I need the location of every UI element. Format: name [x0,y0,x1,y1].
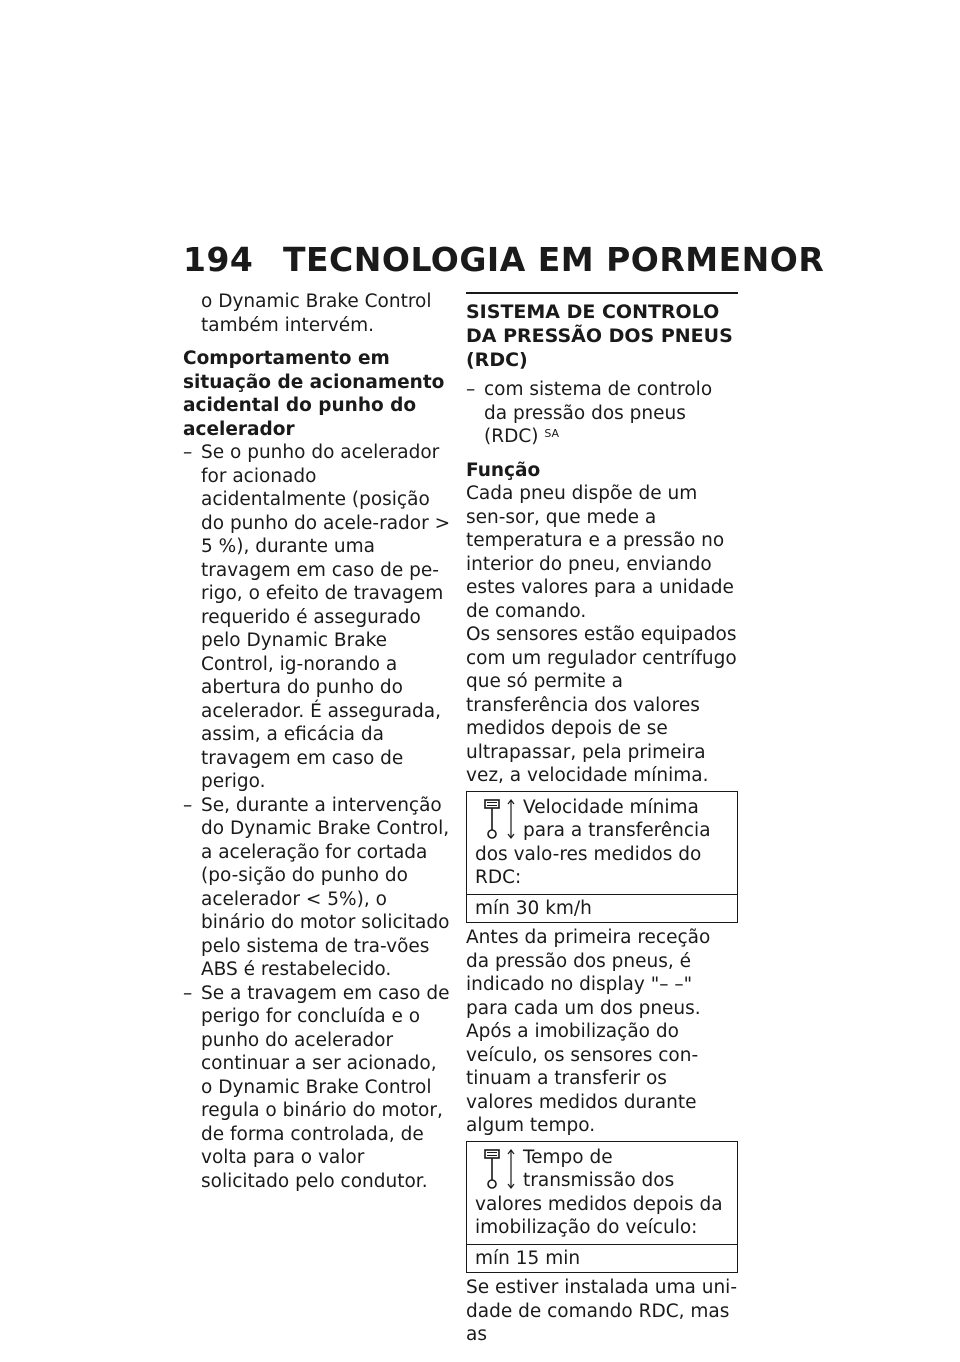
dash-marker: – [466,379,476,400]
spec-box-transmission-time [466,1141,738,1274]
left-column [183,290,453,1193]
page-number: 194 [183,240,254,279]
section-title: SISTEMA DE CONTROLO DA PRESSÃO DOS PNEUS (RDC) [466,292,738,372]
paragraph: Cada pneu dispõe de um sen-sor, que mede a temperatura e a pressão no interior do pneu, enviando estes valores para a unidade de comando. [466,483,734,622]
dash-marker: – [183,982,193,1004]
list-item [183,441,453,794]
dash-marker: – [183,794,193,816]
spec-label-row [467,1142,737,1244]
spec-box-min-speed [466,791,738,924]
list-item [183,982,453,1194]
intro-text: o Dynamic Brake Control também intervém. [201,291,432,336]
subheading-function: Função [466,459,541,481]
right-column [466,290,738,1347]
page-header [183,240,824,279]
gauge-icon [475,1146,519,1192]
spec-value: mín 30 km/h [467,894,737,923]
chapter-title: TECNOLOGIA EM PORMENOR [283,240,825,279]
paragraph: Se estiver instalada uma uni-dade de comando RDC, mas as [466,1277,737,1345]
list-item-text: Se a travagem em caso de perigo for concluída e o punho do acelerador continuar a ser acionado, o Dynamic Brake Control regula o binário do motor, de forma controlada, de volta para o valor solicitado pelo condutor. [201,982,450,1192]
option-item [466,378,738,449]
gauge-icon [475,796,519,842]
option-text: com sistema de controlo da pressão dos pneus (RDC) [484,379,713,447]
spec-label: Velocidade mínima para a transferência dos valo-res medidos do RDC: [475,796,711,888]
paragraph: Os sensores estão equipados com um regulador centrífugo que só permite a transferência dos valores medidos depois de se ultrapassar, pela primeira vez, a velocidade mínima. [466,624,737,786]
subheading-accidental-throttle: Comportamento em situação de acionamento acidental do punho do acelerador [183,348,445,440]
list-item [183,794,453,982]
spec-label-row [467,792,737,894]
paragraph: Antes da primeira receção da pressão dos pneus, é indicado no display "– –" para cada um dos pneus. Após a imobilização do veículo, os sensores con-tinuam a transferir os valores medidos durante algum tempo. [466,927,711,1136]
spec-label: Tempo de transmissão dos valores medidos depois da imobilização do veículo: [475,1146,723,1238]
dash-marker: – [183,442,193,463]
option-superscript: SA [544,427,560,440]
list-item-text: Se o punho do acelerador for acionado acidentalmente (posição do punho do acele-rador > 5 %), durante uma travagem em caso de pe-rigo, o efeito de travagem requerido é assegurado pelo Dynamic Brake Control, ig-norando a abertura do punho do acelerador. É assegurada, assim, a eficácia da travagem em caso de perigo. [201,442,451,792]
list-item-text: Se, durante a intervenção do Dynamic Brake Control, a aceleração for cortada (po-sição do punho do acelerador < 5%), o binário do motor solicitado pelo sistema de tra-vões ABS é restabelecido. [201,794,450,980]
spec-value: mín 15 min [467,1244,737,1273]
